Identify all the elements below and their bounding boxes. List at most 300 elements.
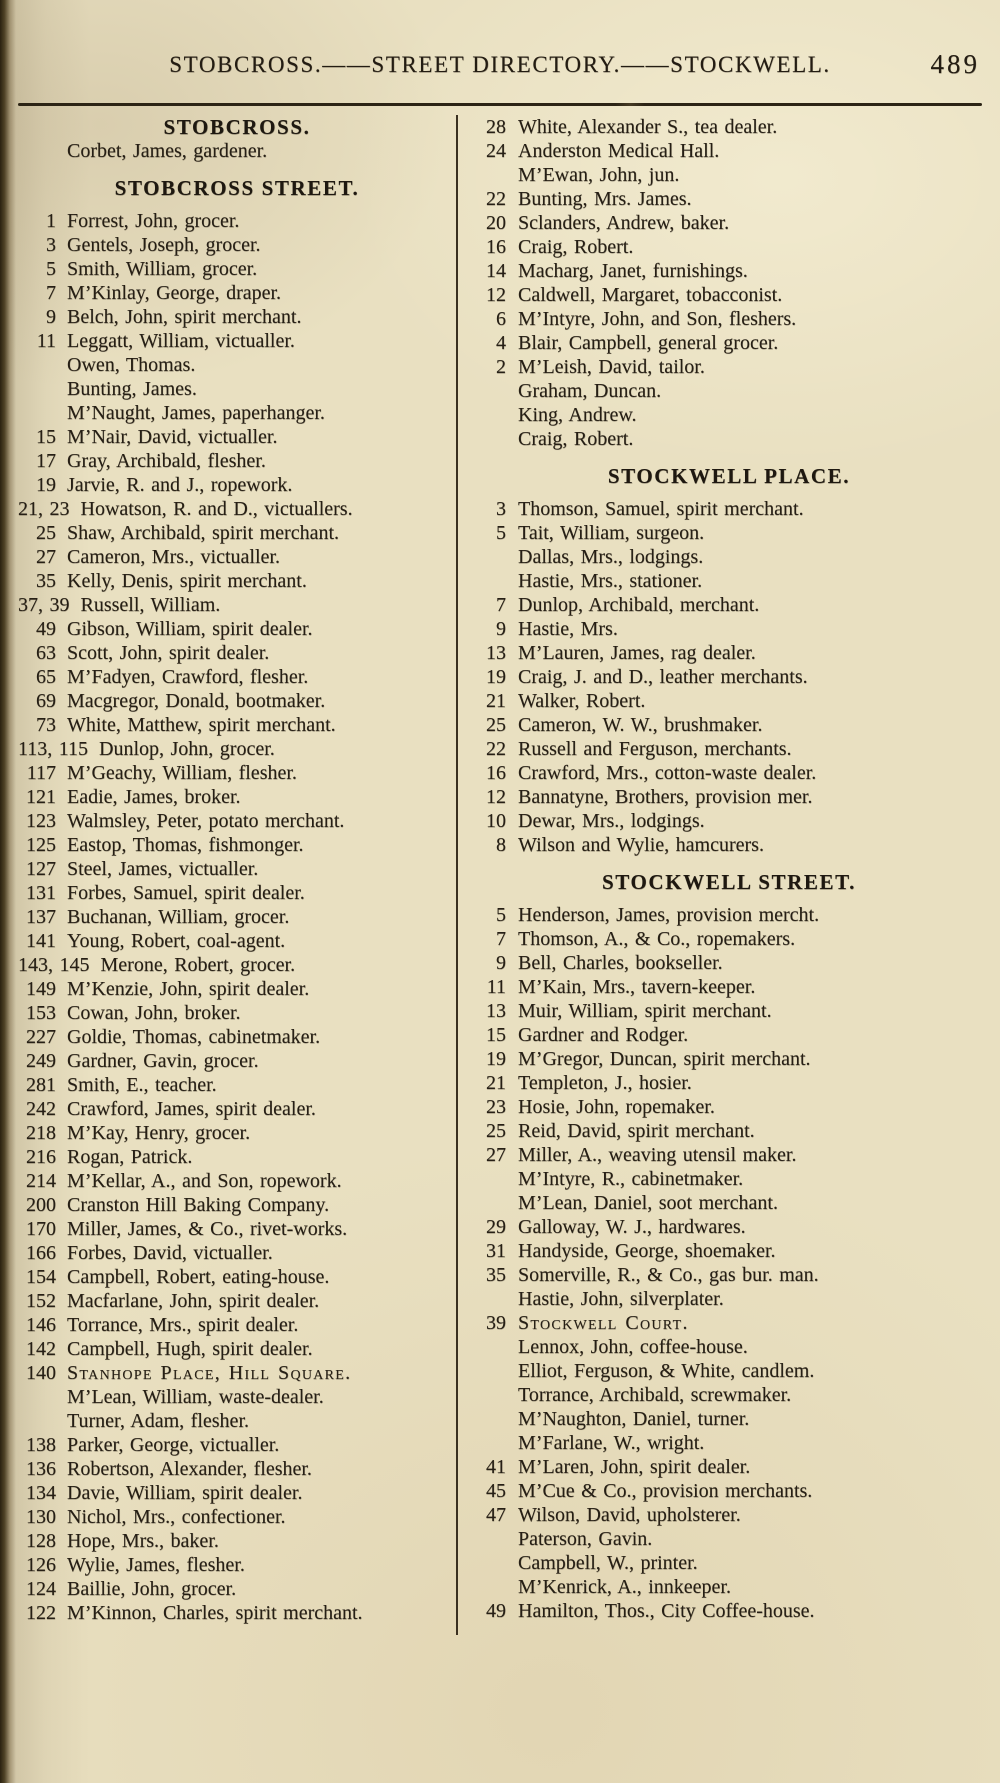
street-number: 39 (486, 1312, 506, 1334)
directory-entry (18, 977, 456, 1001)
street-number: 137 (26, 906, 56, 928)
street-number: 17 (36, 450, 56, 472)
directory-entry (476, 975, 982, 999)
directory-entry (476, 1599, 982, 1623)
directory-entry (476, 1119, 982, 1143)
directory-entry (18, 1601, 456, 1625)
directory-entry (18, 1241, 456, 1265)
street-number: 7 (46, 282, 56, 304)
street-number: 15 (36, 426, 56, 448)
entry-text: Dallas, Mrs., lodgings. (518, 546, 704, 568)
entry-text: Gentels, Joseph, grocer. (67, 234, 261, 256)
street-number: 13 (486, 642, 506, 664)
entry-text: Macfarlane, John, spirit dealer. (67, 1290, 320, 1312)
entry-text: M’Intyre, John, and Son, fleshers. (518, 308, 797, 330)
street-number: 131 (26, 882, 56, 904)
directory-entry (18, 1505, 456, 1529)
street-number: 15 (486, 1024, 506, 1046)
street-number: 23 (486, 1096, 506, 1118)
entry-text: Stanhope Place, Hill Square. (67, 1362, 352, 1384)
street-number (18, 353, 56, 377)
directory-entry (18, 1313, 456, 1337)
directory-entry (476, 379, 982, 403)
street-number: 49 (486, 1600, 506, 1622)
entry-text: Rogan, Patrick. (67, 1146, 193, 1168)
directory-entry (476, 427, 982, 451)
entry-text: Stockwell Court. (518, 1312, 689, 1334)
street-number: 153 (26, 1002, 56, 1024)
street-number: 21, 23 (18, 498, 70, 520)
entry-text: Baillie, John, grocer. (67, 1578, 237, 1600)
directory-entry (18, 1361, 456, 1385)
entry-text: Paterson, Gavin. (518, 1528, 653, 1550)
entry-text: M’Kenzie, John, spirit dealer. (67, 978, 310, 1000)
street-number (18, 401, 56, 425)
street-number: 10 (486, 810, 506, 832)
entry-text: Walmsley, Peter, potato merchant. (67, 810, 345, 832)
entry-text: Crawford, James, spirit dealer. (67, 1098, 316, 1120)
entry-text: Lennox, John, coffee-house. (518, 1336, 748, 1358)
directory-entry (18, 257, 456, 281)
entry-text: Caldwell, Margaret, tobacconist. (518, 284, 783, 306)
entry-text: Campbell, Robert, eating-house. (67, 1266, 330, 1288)
directory-entry (18, 1409, 456, 1433)
directory-entry (18, 833, 456, 857)
entry-text: Cameron, Mrs., victualler. (67, 546, 280, 568)
directory-entry (476, 737, 982, 761)
directory-entry (18, 665, 456, 689)
street-number: 6 (496, 308, 506, 330)
directory-entry (476, 1311, 982, 1335)
entry-text: M’Laren, John, spirit dealer. (518, 1456, 751, 1478)
entry-text: M’Kenrick, A., innkeeper. (518, 1576, 731, 1598)
street-number: 19 (486, 1048, 506, 1070)
entry-text: Cranston Hill Baking Company. (67, 1194, 330, 1216)
entry-text: White, Matthew, spirit merchant. (67, 714, 336, 736)
street-number: 2 (496, 356, 506, 378)
entry-text: Hastie, Mrs., stationer. (518, 570, 703, 592)
directory-entry (18, 329, 456, 353)
directory-entry (476, 235, 982, 259)
entry-text: Howatson, R. and D., victuallers. (80, 498, 353, 520)
street-number: 134 (26, 1482, 56, 1504)
entry-text: Jarvie, R. and J., ropework. (67, 474, 293, 496)
street-number (476, 163, 506, 187)
street-number: 41 (486, 1456, 506, 1478)
street-number: 124 (26, 1578, 56, 1600)
entry-text: Russell, William. (80, 594, 221, 616)
street-number: 22 (486, 738, 506, 760)
directory-entry (476, 1023, 982, 1047)
entry-text: Gray, Archibald, flesher. (67, 450, 266, 472)
directory-entry (476, 1431, 982, 1455)
street-number: 35 (486, 1264, 506, 1286)
street-number: 117 (26, 762, 56, 784)
directory-entry (476, 355, 982, 379)
street-number: 25 (36, 522, 56, 544)
entry-text: Macgregor, Donald, bootmaker. (67, 690, 326, 712)
street-number: 138 (26, 1434, 56, 1456)
entry-text: Buchanan, William, grocer. (67, 906, 290, 928)
directory-entry (476, 809, 982, 833)
street-number: 5 (46, 258, 56, 280)
street-number (18, 1385, 56, 1409)
directory-entry (476, 665, 982, 689)
entry-text: M’Gregor, Duncan, spirit merchant. (518, 1048, 811, 1070)
directory-entry (18, 473, 456, 497)
directory-entry (18, 281, 456, 305)
street-number (476, 545, 506, 569)
street-number (18, 1409, 56, 1433)
street-number: 5 (496, 904, 506, 926)
directory-entry (18, 1337, 456, 1361)
directory-entry (476, 1575, 982, 1599)
entry-text: White, Alexander S., tea dealer. (518, 116, 778, 138)
street-number: 27 (36, 546, 56, 568)
street-number: 242 (26, 1098, 56, 1120)
street-number: 47 (486, 1504, 506, 1526)
entry-text: M’Geachy, William, flesher. (67, 762, 297, 784)
entry-text: Cowan, John, broker. (67, 1002, 241, 1024)
street-number: 37, 39 (18, 594, 70, 616)
street-section-heading: STOCKWELL STREET. (601, 870, 857, 894)
street-number: 214 (26, 1170, 56, 1192)
entry-text: Gardner and Rodger. (518, 1024, 689, 1046)
entry-text: Campbell, Hugh, spirit dealer. (67, 1338, 313, 1360)
directory-entry (18, 929, 456, 953)
directory-entry (476, 331, 982, 355)
street-number: 28 (486, 116, 506, 138)
entry-text: Dunlop, John, grocer. (99, 738, 275, 760)
entry-text: Turner, Adam, flesher. (67, 1410, 249, 1432)
directory-entry (476, 115, 982, 139)
directory-entry (476, 187, 982, 211)
street-number: 249 (26, 1050, 56, 1072)
street-number: 19 (36, 474, 56, 496)
street-section-heading: STOCKWELL PLACE. (607, 464, 851, 488)
street-number: 121 (26, 786, 56, 808)
directory-entry (18, 497, 456, 521)
street-number (476, 1551, 506, 1575)
street-number: 125 (26, 834, 56, 856)
entry-text: Graham, Duncan. (518, 380, 662, 402)
directory-entry (18, 1553, 456, 1577)
entry-text: Eadie, James, broker. (67, 786, 241, 808)
street-number: 19 (486, 666, 506, 688)
directory-entry (476, 1239, 982, 1263)
street-number (18, 139, 56, 163)
entry-text: Owen, Thomas. (67, 354, 196, 376)
directory-entry (18, 809, 456, 833)
street-number: 123 (26, 810, 56, 832)
entry-text: Smith, William, grocer. (67, 258, 258, 280)
street-number: 69 (36, 690, 56, 712)
directory-entry (18, 761, 456, 785)
directory-entry (18, 401, 456, 425)
street-number: 128 (26, 1530, 56, 1552)
entry-text: Wylie, James, flesher. (67, 1554, 245, 1576)
street-number: 143, 145 (18, 954, 90, 976)
entry-text: Smith, E., teacher. (67, 1074, 217, 1096)
street-number (476, 1191, 506, 1215)
entry-text: Campbell, W., printer. (518, 1552, 698, 1574)
directory-entry (18, 353, 456, 377)
street-number: 216 (26, 1146, 56, 1168)
directory-entry (476, 1407, 982, 1431)
entry-text: M’Kain, Mrs., tavern-keeper. (518, 976, 756, 998)
street-number (476, 569, 506, 593)
street-number: 31 (486, 1240, 506, 1262)
directory-entry (476, 951, 982, 975)
directory-entry (476, 1455, 982, 1479)
header-rule (18, 103, 982, 106)
street-number: 142 (26, 1338, 56, 1360)
directory-entry (18, 713, 456, 737)
directory-entry (476, 1071, 982, 1095)
street-number: 3 (496, 498, 506, 520)
street-number: 140 (26, 1362, 56, 1384)
directory-entry (18, 305, 456, 329)
street-number: 4 (496, 332, 506, 354)
street-number (476, 427, 506, 451)
directory-entry (18, 1145, 456, 1169)
street-number: 154 (26, 1266, 56, 1288)
directory-entry (476, 1047, 982, 1071)
entry-text: Thomson, Samuel, spirit merchant. (518, 498, 804, 520)
street-number: 8 (496, 834, 506, 856)
directory-entry (476, 1215, 982, 1239)
street-number: 12 (486, 786, 506, 808)
directory-entry (476, 713, 982, 737)
entry-text: Goldie, Thomas, cabinetmaker. (67, 1026, 321, 1048)
entry-text: Forrest, John, grocer. (67, 210, 240, 232)
entry-text: Dewar, Mrs., lodgings. (518, 810, 705, 832)
entry-text: Anderston Medical Hall. (518, 140, 720, 162)
entry-text: Hamilton, Thos., City Coffee-house. (518, 1600, 815, 1622)
directory-entry (476, 1383, 982, 1407)
directory-entry (476, 163, 982, 187)
street-number (476, 1431, 506, 1455)
entry-text: Corbet, James, gardener. (67, 140, 268, 162)
entry-text: Hosie, John, ropemaker. (518, 1096, 715, 1118)
directory-entry (476, 785, 982, 809)
street-section-heading: STOBCROSS. (163, 115, 311, 139)
entry-text: Somerville, R., & Co., gas bur. man. (518, 1264, 819, 1286)
entry-text: Sclanders, Andrew, baker. (518, 212, 730, 234)
street-number: 25 (486, 714, 506, 736)
directory-entry (476, 1095, 982, 1119)
street-number (18, 377, 56, 401)
street-number (476, 1359, 506, 1383)
directory-entry (476, 689, 982, 713)
street-number: 29 (486, 1216, 506, 1238)
entry-text: Craig, J. and D., leather merchants. (518, 666, 808, 688)
directory-entry (18, 449, 456, 473)
entry-text: Wilson and Wylie, hamcurers. (518, 834, 764, 856)
street-number: 200 (26, 1194, 56, 1216)
street-number: 20 (486, 212, 506, 234)
street-number (476, 1407, 506, 1431)
entry-text: Thomson, A., & Co., ropemakers. (518, 928, 796, 950)
directory-entry (18, 1121, 456, 1145)
street-number: 7 (496, 928, 506, 950)
entry-text: M’Kay, Henry, grocer. (67, 1122, 251, 1144)
street-number: 141 (26, 930, 56, 952)
directory-entry (476, 1503, 982, 1527)
directory-entry (476, 1167, 982, 1191)
entry-text: M’Intyre, R., cabinetmaker. (518, 1168, 744, 1190)
street-number: 11 (36, 330, 56, 352)
entry-text: Templeton, J., hosier. (518, 1072, 692, 1094)
street-number: 5 (496, 522, 506, 544)
directory-entry (476, 259, 982, 283)
entry-text: Gibson, William, spirit dealer. (67, 618, 313, 640)
street-number: 63 (36, 642, 56, 664)
directory-entry (18, 1097, 456, 1121)
directory-entry (18, 569, 456, 593)
directory-entry (476, 593, 982, 617)
street-number (476, 1383, 506, 1407)
directory-entry (18, 881, 456, 905)
street-number: 149 (26, 978, 56, 1000)
street-number: 24 (486, 140, 506, 162)
street-number: 146 (26, 1314, 56, 1336)
directory-entry (18, 1457, 456, 1481)
entry-text: Miller, A., weaving utensil maker. (518, 1144, 797, 1166)
directory-entry (476, 1527, 982, 1551)
entry-text: Russell and Ferguson, merchants. (518, 738, 792, 760)
street-number: 13 (486, 1000, 506, 1022)
entry-text: M’Farlane, W., wright. (518, 1432, 705, 1454)
street-number: 1 (46, 210, 56, 232)
street-number: 73 (36, 714, 56, 736)
street-number: 130 (26, 1506, 56, 1528)
entry-text: Cameron, W. W., brushmaker. (518, 714, 763, 736)
street-number: 227 (26, 1026, 56, 1048)
street-number (476, 379, 506, 403)
entry-text: Bunting, James. (67, 378, 197, 400)
directory-entry (476, 1191, 982, 1215)
entry-text: Handyside, George, shoemaker. (518, 1240, 776, 1262)
directory-entry (476, 497, 982, 521)
running-header-title: STOBCROSS.——STREET DIRECTORY.——STOCKWELL. (169, 52, 831, 77)
entry-text: Torrance, Mrs., spirit dealer. (67, 1314, 299, 1336)
directory-entry (18, 1025, 456, 1049)
directory-entry (18, 1433, 456, 1457)
entry-text: Davie, William, spirit dealer. (67, 1482, 303, 1504)
book-edge-shadow (0, 0, 16, 1783)
entry-text: Eastop, Thomas, fishmonger. (67, 834, 304, 856)
street-number: 9 (46, 306, 56, 328)
street-number: 22 (486, 188, 506, 210)
street-number: 122 (26, 1602, 56, 1624)
street-number: 11 (486, 976, 506, 998)
entry-text: Walker, Robert. (518, 690, 646, 712)
entry-text: M’Fadyen, Crawford, flesher. (67, 666, 309, 688)
street-section-heading: STOBCROSS STREET. (114, 176, 360, 200)
entry-text: Tait, William, surgeon. (518, 522, 705, 544)
directory-entry (18, 857, 456, 881)
entry-text: M’Lean, William, waste-dealer. (67, 1386, 324, 1408)
directory-entry (476, 403, 982, 427)
entry-text: Nichol, Mrs., confectioner. (67, 1506, 286, 1528)
directory-entry (18, 1577, 456, 1601)
directory-entry (476, 833, 982, 857)
street-number: 16 (486, 236, 506, 258)
directory-entry (476, 211, 982, 235)
directory-entry (476, 521, 982, 545)
entry-text: M’Ewan, John, jun. (518, 164, 680, 186)
directory-entry (476, 307, 982, 331)
street-number (476, 1335, 506, 1359)
directory-entry (18, 1001, 456, 1025)
street-number (476, 1287, 506, 1311)
street-number: 21 (486, 690, 506, 712)
directory-entry (476, 999, 982, 1023)
directory-entry (476, 1335, 982, 1359)
entry-text: Blair, Campbell, general grocer. (518, 332, 779, 354)
entry-text: King, Andrew. (518, 404, 637, 426)
entry-text: Shaw, Archibald, spirit merchant. (67, 522, 340, 544)
entry-text: Bannatyne, Brothers, provision mer. (518, 786, 813, 808)
entry-text: Scott, John, spirit dealer. (67, 642, 270, 664)
entry-text: Craig, Robert. (518, 428, 634, 450)
directory-entry (18, 593, 456, 617)
entry-text: Muir, William, spirit merchant. (518, 1000, 772, 1022)
directory-entry (18, 425, 456, 449)
directory-entry (18, 641, 456, 665)
directory-entry (476, 545, 982, 569)
entry-text: Young, Robert, coal-agent. (67, 930, 286, 952)
entry-text: Miller, James, & Co., rivet-works. (67, 1218, 348, 1240)
directory-entry (476, 761, 982, 785)
entry-text: Craig, Robert. (518, 236, 634, 258)
street-number: 113, 115 (18, 738, 89, 760)
directory-entry (476, 1359, 982, 1383)
directory-entry (18, 1217, 456, 1241)
entry-text: Robertson, Alexander, flesher. (67, 1458, 312, 1480)
street-number: 3 (46, 234, 56, 256)
entry-text: Hastie, John, silverplater. (518, 1288, 724, 1310)
directory-entry (476, 1287, 982, 1311)
page-number: 489 (930, 49, 980, 79)
street-number: 152 (26, 1290, 56, 1312)
street-number (476, 1167, 506, 1191)
entry-text: Forbes, David, victualler. (67, 1242, 273, 1264)
directory-entry (18, 1169, 456, 1193)
street-number: 7 (496, 594, 506, 616)
street-number: 9 (496, 952, 506, 974)
directory-entry (18, 139, 456, 163)
directory-entry (18, 521, 456, 545)
entry-text: Kelly, Denis, spirit merchant. (67, 570, 307, 592)
street-number: 35 (36, 570, 56, 592)
entry-text: Torrance, Archibald, screwmaker. (518, 1384, 792, 1406)
directory-entry (476, 617, 982, 641)
entry-text: Bell, Charles, bookseller. (518, 952, 723, 974)
directory-entry (476, 139, 982, 163)
entry-text: Parker, George, victualler. (67, 1434, 280, 1456)
entry-text: M’Naught, James, paperhanger. (67, 402, 325, 424)
directory-entry (18, 1265, 456, 1289)
entry-text: M’Kellar, A., and Son, ropework. (67, 1170, 342, 1192)
directory-entry (476, 1143, 982, 1167)
street-number (476, 403, 506, 427)
directory-entry (476, 283, 982, 307)
right-column (456, 115, 982, 1635)
entry-text: Belch, John, spirit merchant. (67, 306, 302, 328)
street-number: 65 (36, 666, 56, 688)
